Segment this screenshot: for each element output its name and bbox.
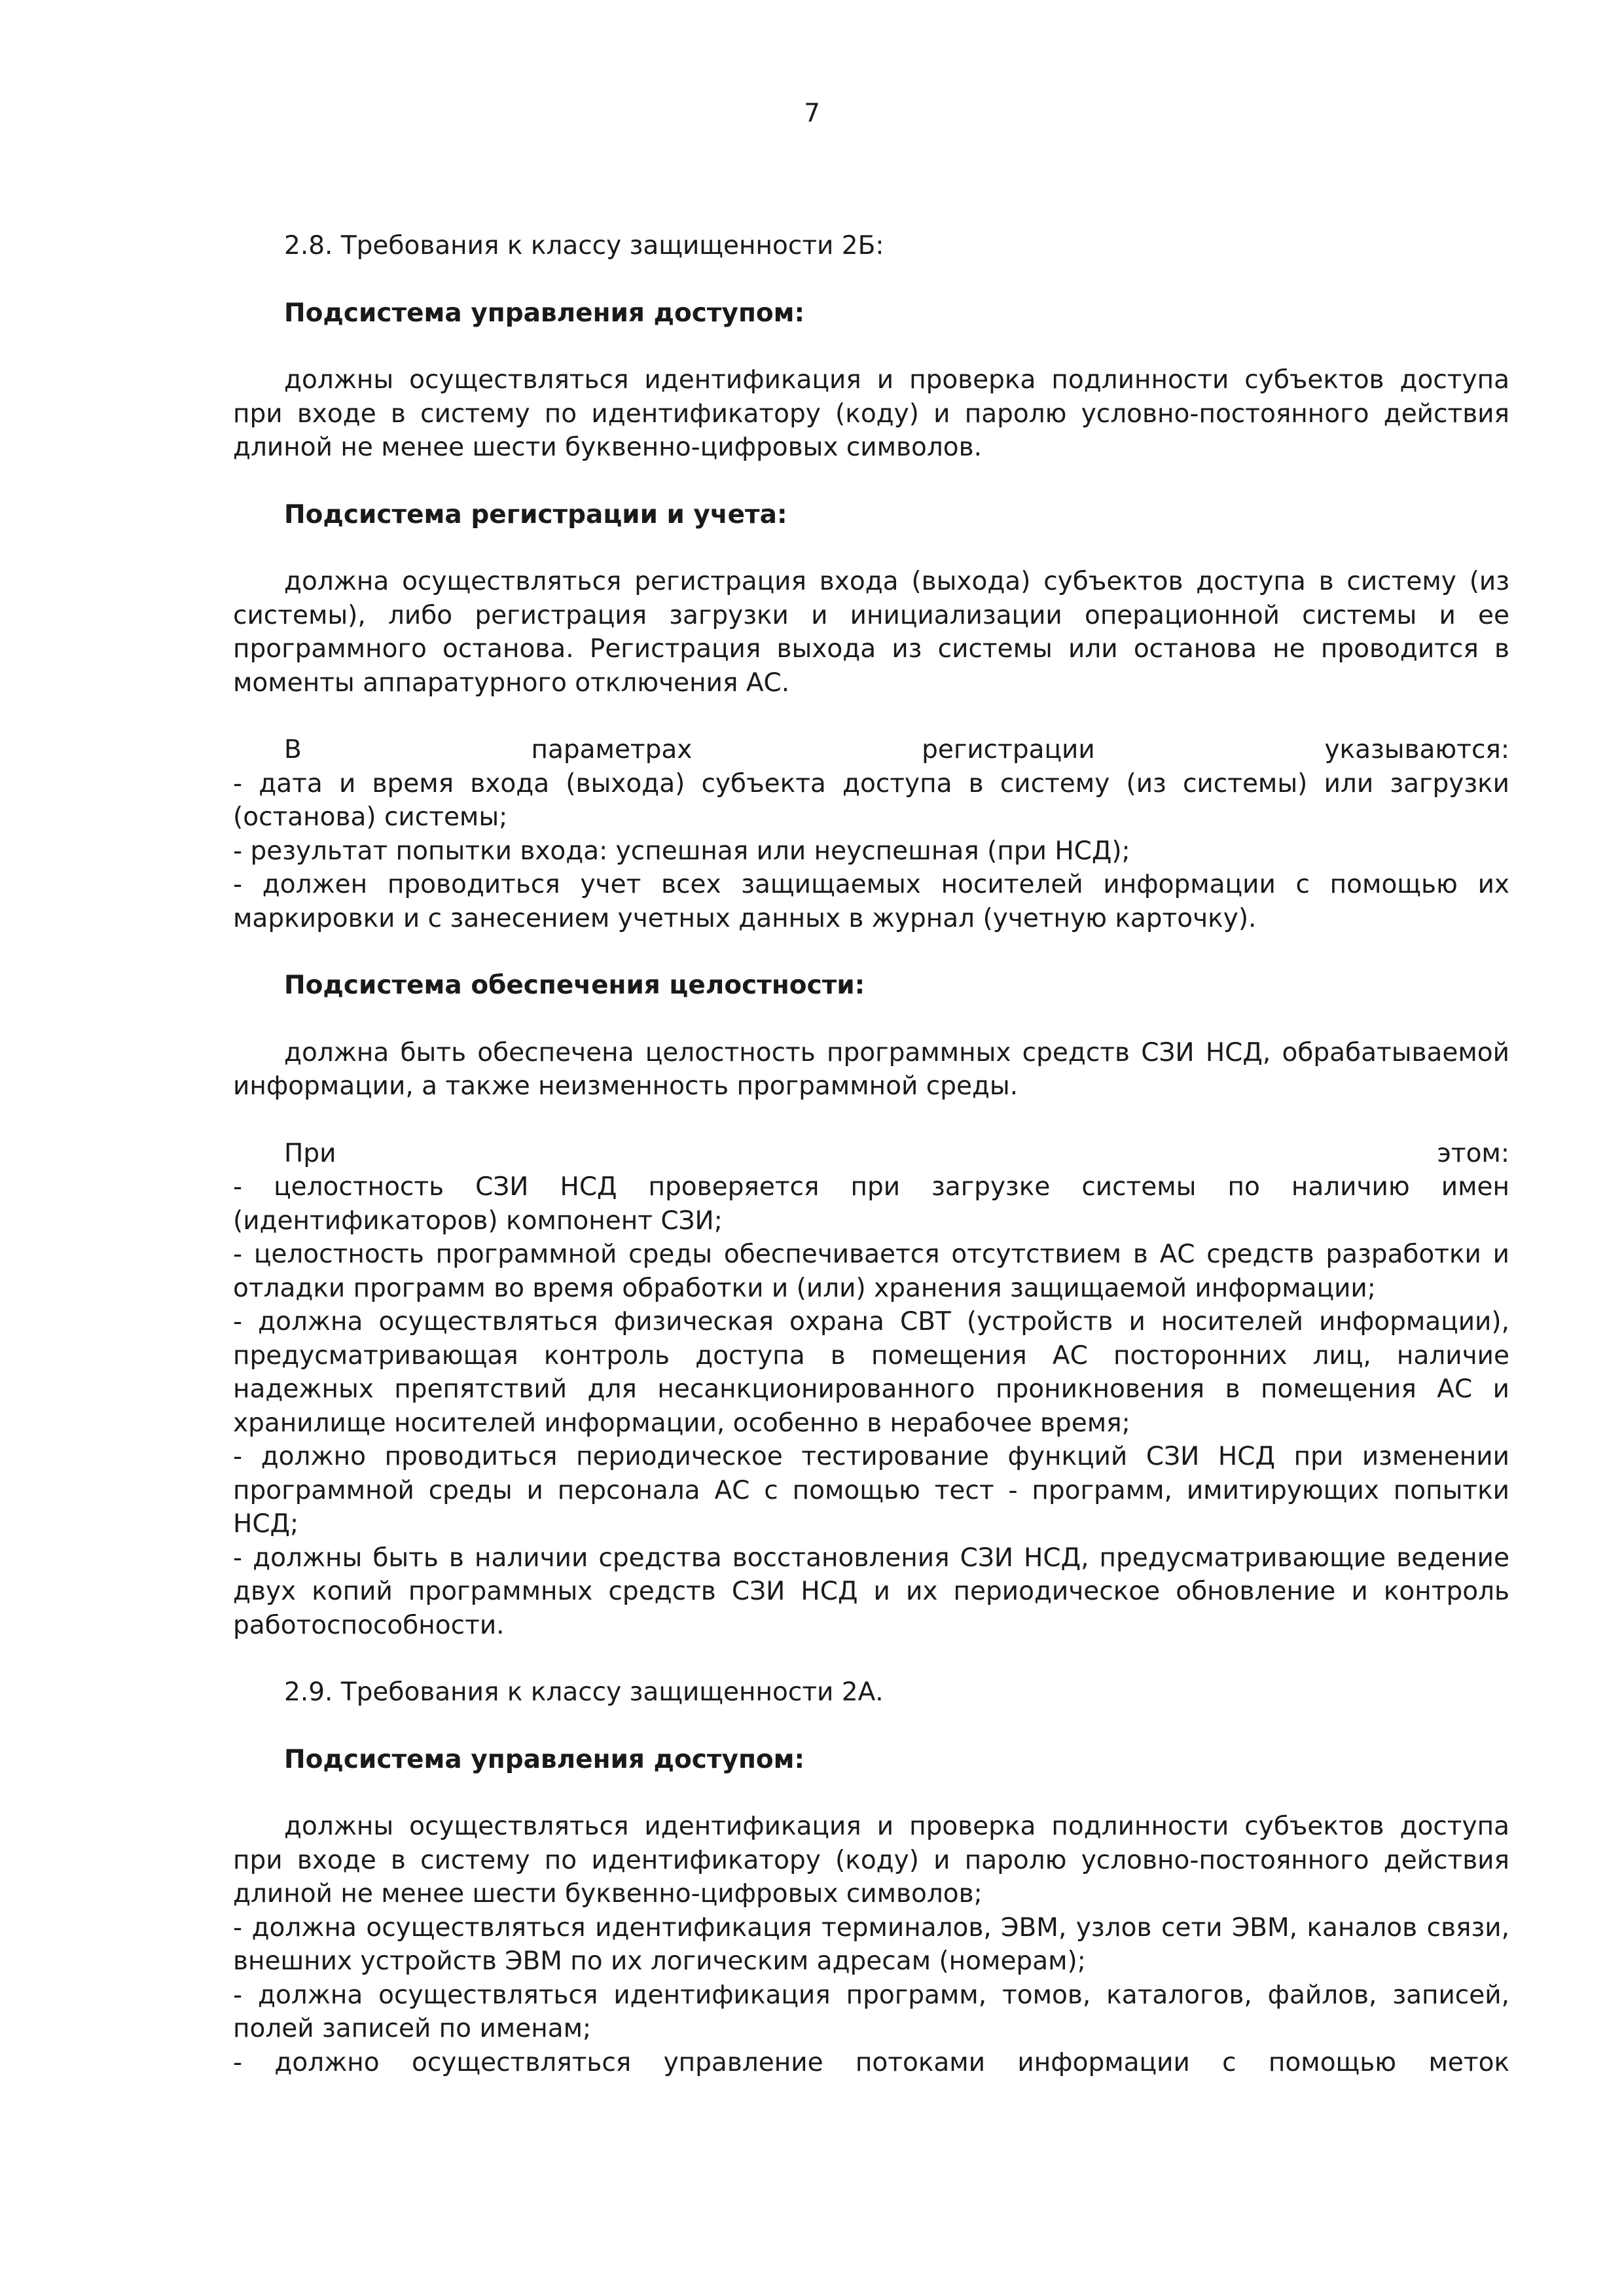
section-title-2-8: 2.8. Требования к классу защищенности 2Б: bbox=[284, 231, 884, 260]
list-item: - результат попытки входа: успешная или неуспешная (при НСД); bbox=[233, 836, 1130, 866]
paragraph-registration: должна осуществляться регистрация входа (выхода) субъектов доступа в систему (из системы), либо регистрация загрузки и инициализации операционной системы и ее программного останова. Регистрация выхода из системы или останова не проводится в моменты аппаратурного отключения АС. bbox=[233, 567, 1509, 698]
list-item: - целостность СЗИ НСД проверяется при загрузке системы по наличию имен (идентификаторов) компонент СЗИ; bbox=[233, 1172, 1509, 1236]
list-item: - должен проводиться учет всех защищаемых носителей информации с помощью их маркировки и с занесением учетных данных в журнал (учетную карточку). bbox=[233, 870, 1509, 933]
document-body bbox=[233, 229, 1509, 2079]
registration-params-intro: В параметрах регистрации указываются: bbox=[284, 735, 1509, 764]
list-item: - дата и время входа (выхода) субъекта доступа в систему (из системы) или загрузки (останова) системы; bbox=[233, 768, 1509, 832]
paragraph-integrity: должна быть обеспечена целостность программных средств СЗИ НСД, обрабатываемой информации, а также неизменность программной среды. bbox=[233, 1037, 1509, 1101]
list-item: - должны быть в наличии средства восстановления СЗИ НСД, предусматривающие ведение двух копий программных средств СЗИ НСД и их периодическое обновление и контроль работоспособности. bbox=[233, 1543, 1509, 1640]
subsystem-heading-registration: Подсистема регистрации и учета: bbox=[284, 499, 787, 529]
paragraph-access-control: должны осуществляться идентификация и проверка подлинности субъектов доступа при входе в систему по идентификатору (коду) и паролю условно-постоянного действия длиной не менее шести буквенно-цифровых символов. bbox=[233, 365, 1509, 462]
list-item: - целостность программной среды обеспечивается отсутствием в АС средств разработки и отладки программ во время обработки и (или) хранения защищаемой информации; bbox=[233, 1240, 1509, 1303]
paragraph-access-control-2a: должны осуществляться идентификация и проверка подлинности субъектов доступа при входе в систему по идентификатору (коду) и паролю условно-постоянного действия длиной не менее шести буквенно-цифровых символов; bbox=[233, 1812, 1509, 1909]
list-item: - должна осуществляться идентификация программ, томов, каталогов, файлов, записей, полей записей по именам; bbox=[233, 1980, 1509, 2043]
list-item: - должна осуществляться идентификация терминалов, ЭВМ, узлов сети ЭВМ, каналов связи, внешних устройств ЭВМ по их логическим адресам (номерам); bbox=[233, 1912, 1509, 1976]
subsystem-heading-access-control-2a: Подсистема управления доступом: bbox=[284, 1744, 805, 1774]
section-title-2-9: 2.9. Требования к классу защищенности 2А. bbox=[284, 1677, 884, 1707]
list-item: - должна осуществляться физическая охрана СВТ (устройств и носителей информации), предусматривающая контроль доступа в помещения АС посторонних лиц, наличие надежных препятствий для несанкционированного проникновения в помещения АС и хранилище носителей информации, особенно в нерабочее время; bbox=[233, 1307, 1509, 1438]
integrity-intro: При этом: bbox=[284, 1138, 1509, 1168]
list-item: - должно проводиться периодическое тестирование функций СЗИ НСД при изменении программной среды и персонала АС с помощью тест - программ, имитирующих попытки НСД; bbox=[233, 1442, 1509, 1539]
subsystem-heading-access-control: Подсистема управления доступом: bbox=[284, 298, 805, 328]
page-number: 7 bbox=[804, 99, 820, 128]
list-item: - должно осуществляться управление потоками информации с помощью меток bbox=[233, 2047, 1509, 2077]
subsystem-heading-integrity: Подсистема обеспечения целостности: bbox=[284, 971, 865, 1000]
